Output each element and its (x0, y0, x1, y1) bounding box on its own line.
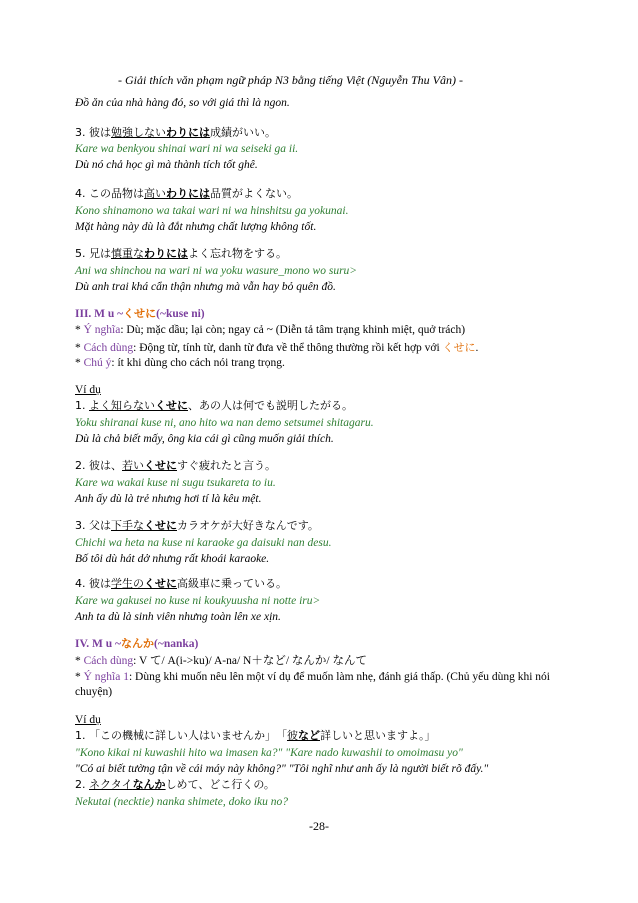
kuseni-example-3-jp: 3. 父は下手なくせにカラオケが大好きなんです。 (75, 519, 319, 532)
wari-example-3-jp: 3. 彼は勉強しないわりには成績がいい。 (75, 126, 276, 139)
kuseni-example-2-jp: 2. 彼は、若いくせにすぐ疲れたと言う。 (75, 459, 276, 472)
kuseni-example-4-romaji: Kare wa gakusei no kuse ni koukyuusha ni notte iru> (75, 595, 321, 607)
wari-example-3-romaji: Kare wa benkyou shinai wari ni wa seiseki ga ii. (75, 143, 299, 155)
kuseni-example-1-romaji: Yoku shiranai kuse ni, ano hito wa nan demo setsumei shitagaru. (75, 417, 374, 429)
nanka-example-2-romaji: Nekutai (necktie) nanka shimete, doko iku no? (75, 796, 288, 808)
kuseni-example-2-romaji: Kare wa wakai kuse ni sugu tsukareta to iu. (75, 477, 276, 489)
page-number: -28- (309, 819, 329, 833)
kuseni-examples-label: Ví dụ (75, 384, 101, 396)
kuseni-example-1-vi: Dù là chả biết mấy, ông kia cái gì cũng muốn giải thích. (75, 433, 334, 445)
section-kuseni-heading: III. M u ~くせに(~kuse ni) (75, 307, 205, 320)
wari-example-4-vi: Mặt hàng này dù là đắt nhưng chất lượng không tốt. (75, 221, 317, 233)
nanka-example-1-jp: 1. 「この機械に詳しい人はいませんか」 「彼など詳しいと思いますよ。」 (75, 729, 436, 742)
page-header: - Giải thích văn phạm ngữ pháp N3 bằng tiếng Việt (Nguyễn Thu Vân) - (118, 73, 463, 87)
nanka-usage: * Cách dùng: V て/ A(i->ku)/ A-na/ N＋など/ なんか/ なんて (75, 655, 367, 667)
nanka-example-1-vi: "Có ai biết tường tận về cái máy này không?" "Tôi nghĩ như anh ấy là người biết rõ đấy." (75, 763, 489, 775)
wari-example-5-romaji: Ani wa shinchou na wari ni wa yoku wasure_mono wo suru> (75, 265, 358, 277)
intro-translation: Đồ ăn của nhà hàng đó, so với giá thì là ngon. (75, 97, 290, 109)
kuseni-example-3-romaji: Chichi wa heta na kuse ni karaoke ga daisuki nan desu. (75, 537, 332, 549)
wari-example-4-romaji: Kono shinamono wa takai wari ni wa hinshitsu ga yokunai. (75, 205, 349, 217)
nanka-meaning: * Ý nghĩa 1: Dùng khi muốn nêu lên một ví dụ để muốn làm nhẹ, đánh giá thấp. (Chủ yếu dùng khi nói chuyện) (75, 671, 550, 698)
nanka-example-2-jp: 2. ネクタイなんかしめて、どこ行くの。 (75, 778, 275, 791)
kuseni-usage: * Cách dùng: Động từ, tính từ, danh từ đưa về thể thông thường rồi kết hợp với くせに. (75, 341, 479, 354)
kuseni-example-2-vi: Anh ấy dù là trẻ nhưng hơi tí là kêu mệt. (75, 493, 262, 505)
wari-example-3-vi: Dù nó chả học gì mà thành tích tốt ghê. (75, 159, 258, 171)
kuseni-example-1-jp: 1. よく知らないくせに、あの人は何でも説明したがる。 (75, 399, 353, 412)
wari-example-5-vi: Dù anh trai khá cẩn thận nhưng mà vẫn hay bỏ quên đồ. (75, 281, 336, 293)
kuseni-example-3-vi: Bố tôi dù hát dở nhưng rất khoái karaoke. (75, 553, 270, 565)
section-nanka-heading: IV. M u ~なんか(~nanka) (75, 637, 199, 650)
nanka-example-1-romaji: "Kono kikai ni kuwashii hito wa imasen ka?" "Kare nado kuwashii to omoimasu yo" (75, 747, 463, 759)
nanka-examples-label: Ví dụ (75, 714, 101, 726)
kuseni-meaning: * Ý nghĩa: Dù; mặc dầu; lại còn; ngay cả ~ (Diễn tả tâm trạng khinh miệt, quở trách) (75, 324, 466, 336)
kuseni-note: * Chú ý: ít khi dùng cho cách nói trang trọng. (75, 357, 285, 369)
wari-example-4-jp: 4. この品物は高いわりには品質がよくない。 (75, 187, 298, 200)
kuseni-example-4-jp: 4. 彼は学生のくせに高級車に乗っている。 (75, 577, 287, 590)
wari-example-5-jp: 5. 兄は慎重なわりにはよく忘れ物をする。 (75, 247, 287, 260)
kuseni-example-4-vi: Anh ta dù là sinh viên nhưng toàn lên xe xịn. (75, 611, 281, 623)
